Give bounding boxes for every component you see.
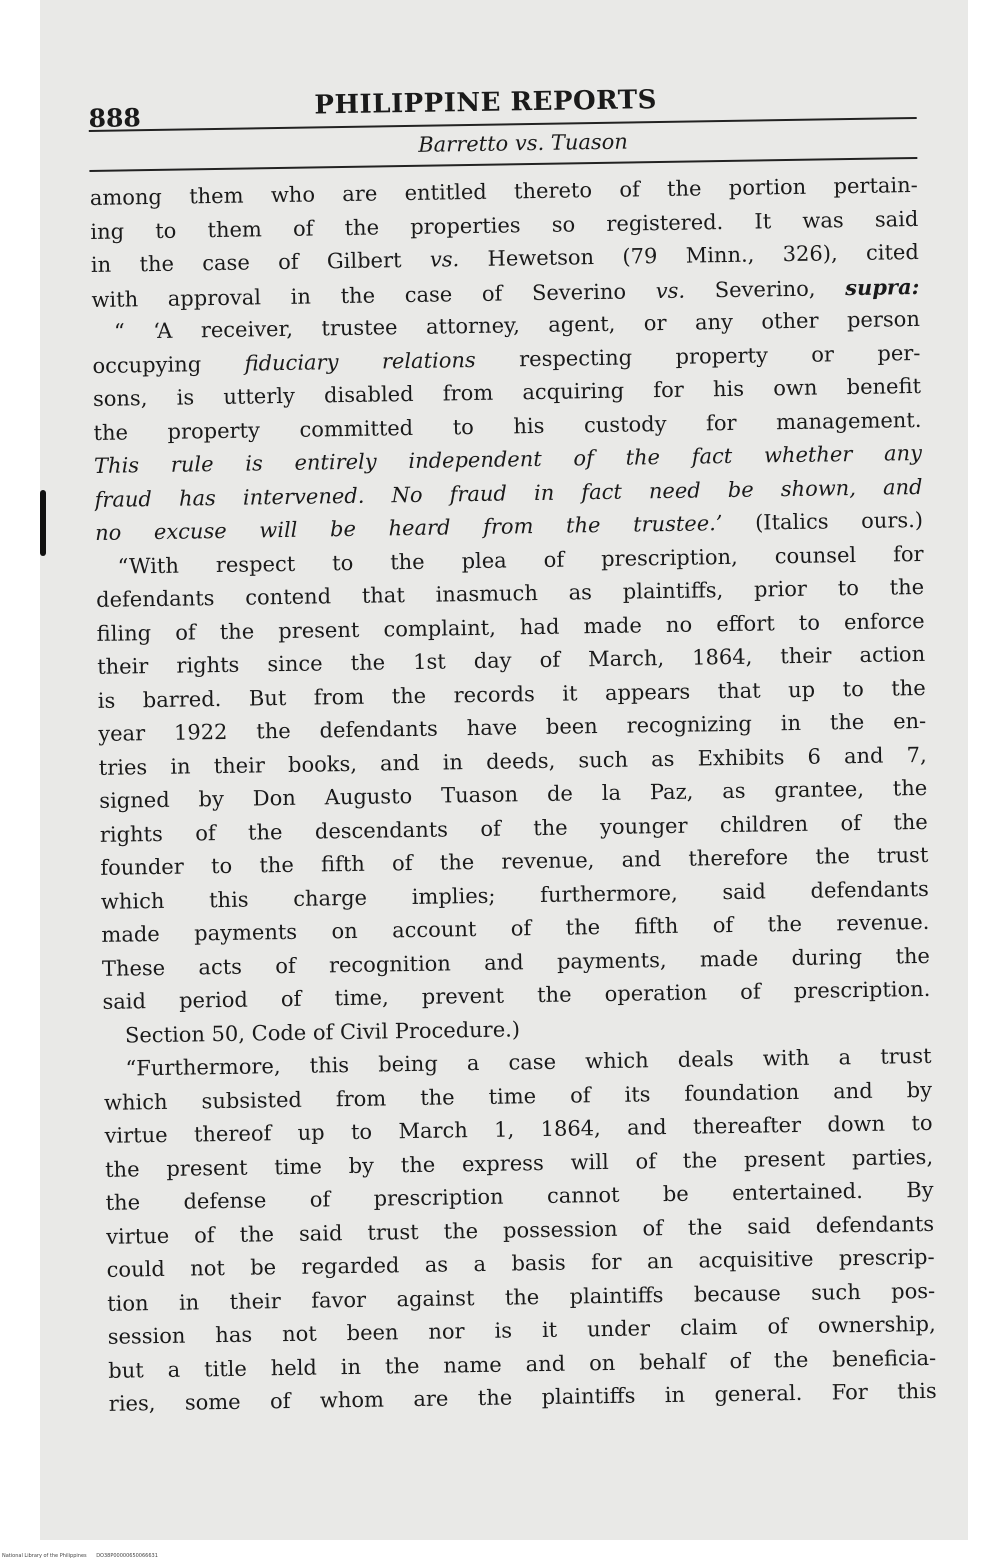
text-line: which this charge implies; furthermore, said defendants (100, 876, 929, 914)
text-line: but a title held in the name and on behalf of the beneficia- (108, 1345, 937, 1383)
text-line: signed by Don Augusto Tuason de la Paz, as grantee, the (99, 775, 928, 813)
text-line: said period of time, prevent the operation of prescription. (102, 976, 931, 1014)
text-line: ing to them of the properties so registered. It was said (90, 206, 919, 244)
binding-mark (40, 490, 46, 556)
italic-line: This rule is entirely independent of the fact whether any (93, 440, 923, 478)
library-credit: National Library of the Philippines (2, 1553, 87, 1559)
text-line: rights of the descendants of the younger children of the (99, 809, 928, 847)
quote-start-line: “ ‘A receiver, trustee attorney, agent, or any other person (113, 306, 921, 344)
text-line: the present time by the express will of the present parties, (104, 1144, 934, 1182)
page-number: 888 (88, 103, 142, 133)
case-title: Barretto vs. Tuason (418, 129, 629, 157)
body-text (90, 169, 937, 1421)
text-line: occupying fiduciary relations respecting property or per- (92, 340, 921, 378)
text-line: session has not been nor is it under claim of ownership, (107, 1311, 936, 1349)
italic-line: fraud has intervened. No fraud in fact need be shown, and (94, 474, 923, 512)
text-line: virtue of the said trust the possession of the said defendants (105, 1211, 935, 1249)
text-line: made payments on account of the fifth of the revenue. (101, 909, 930, 947)
text-line: founder to the fifth of the revenue, and therefore the trust (100, 842, 929, 880)
text-line: no excuse will be heard from the trustee.’ (Italics ours.) (94, 507, 924, 545)
text-line: These acts of recognition and payments, made during the (101, 943, 931, 981)
text-line: among them who are entitled thereto of the portion pertain- (89, 172, 918, 210)
text-line: the defense of prescription cannot be entertained. By (105, 1177, 934, 1215)
text-line: filing of the present complaint, had made no effort to enforce (96, 608, 925, 646)
text-line: the property committed to his custody for management. (93, 407, 922, 445)
scan-code: DO38P00000650066631 (96, 1553, 158, 1559)
paragraph-start-line: “With respect to the plea of prescription, counsel for (117, 541, 924, 579)
text-line: with approval in the case of Severino vs. Severino, supra: (91, 273, 920, 312)
text-line: ries, some of whom are the plaintiffs in general. For this (108, 1378, 937, 1416)
text-line: virtue thereof up to March 1, 1864, and thereafter down to (104, 1110, 933, 1148)
text-line: could not be regarded as a basis for an acquisitive prescrip- (106, 1244, 935, 1282)
text-line: their rights since the 1st day of March, 1864, their action (97, 641, 926, 679)
text-line: which subsisted from the time of its foundation and by (103, 1077, 933, 1115)
text-line: defendants contend that inasmuch as plaintiffs, prior to the (95, 574, 925, 612)
page-content (88, 67, 937, 1421)
text-line: is barred. But from the records it appears that up to the (97, 675, 926, 713)
text-line: tries in their books, and in deeds, such as Exhibits 6 and 7, (98, 742, 927, 780)
report-title: PHILIPPINE REPORTS (314, 85, 658, 121)
text-line: year 1922 the defendants have been recognizing in the en- (98, 708, 927, 746)
text-line: Section 50, Code of Civil Procedure.) (124, 1016, 521, 1048)
scan-footer (2, 1553, 158, 1559)
text-line: sons, is utterly disabled from acquiring for his own benefit (92, 373, 922, 411)
paragraph-start-line: “Furthermore, this being a case which deals with a trust (125, 1043, 932, 1081)
text-line: in the case of Gilbert vs. Hewetson (79 Minn., 326), cited (90, 239, 919, 277)
text-line: tion in their favor against the plaintiffs because such pos- (107, 1278, 936, 1316)
